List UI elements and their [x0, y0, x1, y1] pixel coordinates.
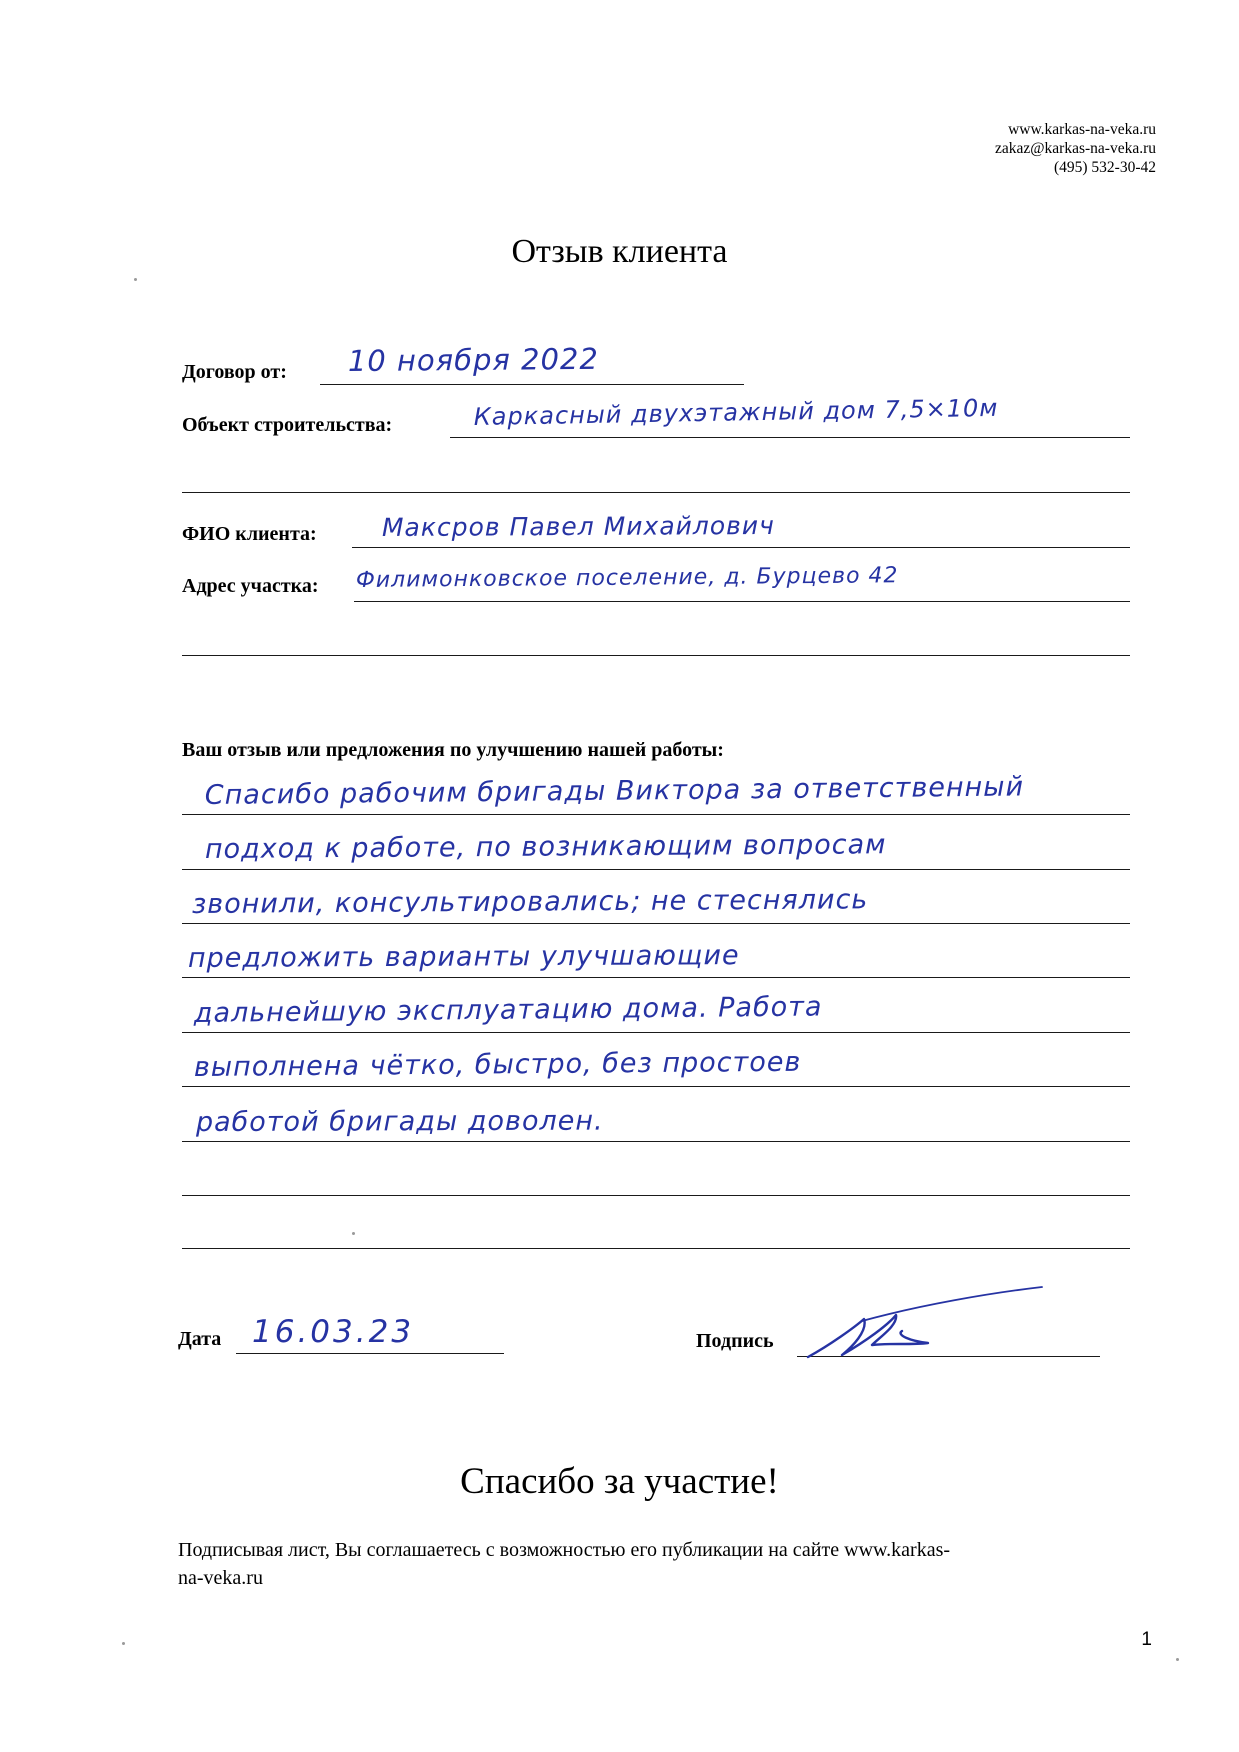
address-value: Филимонковское поселение, д. Бурцево 42	[355, 563, 899, 593]
client-line	[352, 547, 1130, 548]
object-label: Объект строительства:	[182, 414, 393, 436]
feedback-text-line: Спасибо рабочим бригады Виктора за ответственный	[204, 771, 1025, 811]
feedback-text-line: подход к работе, по возникающим вопросам	[204, 829, 887, 865]
thanks-heading: Спасибо за участие!	[460, 1461, 779, 1502]
object-line-2	[182, 492, 1130, 493]
email-link[interactable]: zakaz@karkas-na-veka.ru	[995, 140, 1156, 157]
page-title: Отзыв клиента	[511, 233, 728, 270]
feedback-line-5	[182, 1032, 1130, 1033]
footer-note-line-2: na-veka.ru	[178, 1567, 263, 1589]
address-line-2	[182, 655, 1130, 656]
scan-speck	[134, 278, 137, 281]
footer-note-line-1: Подписывая лист, Вы соглашаетесь с возможностью его публикации на сайте www.karkas-	[178, 1539, 951, 1561]
footer-note	[178, 1536, 1158, 1592]
feedback-line-3	[182, 923, 1130, 924]
feedback-text-line: дальнейшую эксплуатацию дома. Работа	[193, 991, 823, 1029]
website-link[interactable]: www.karkas-na-veka.ru	[1008, 121, 1156, 138]
feedback-line-4	[182, 977, 1130, 978]
contract-line	[320, 384, 744, 385]
feedback-label: Ваш отзыв или предложения по улучшению нашей работы:	[182, 739, 724, 761]
feedback-line-2	[182, 869, 1130, 870]
feedback-text-line: работой бригады доволен.	[195, 1105, 604, 1138]
client-label: ФИО клиента:	[182, 523, 317, 545]
feedback-line-1	[182, 814, 1130, 815]
object-value: Каркасный двухэтажный дом 7,5×10м	[473, 393, 999, 431]
contract-label: Договор от:	[182, 361, 287, 383]
signature-mark	[800, 1285, 1050, 1367]
date-line	[236, 1353, 504, 1354]
feedback-text-line: звонили, консультировались; не стеснялись	[191, 884, 869, 920]
client-value: Максров Павел Михайлович	[381, 510, 775, 542]
contract-value: 10 ноября 2022	[347, 341, 600, 378]
scan-speck	[352, 1232, 355, 1235]
scan-speck	[122, 1642, 125, 1645]
feedback-line-9	[182, 1248, 1130, 1249]
feedback-line-7	[182, 1141, 1130, 1142]
scan-speck	[1176, 1658, 1179, 1661]
page-number: 1	[1141, 1629, 1152, 1650]
signature-label: Подпись	[696, 1330, 774, 1352]
object-line	[450, 437, 1130, 438]
feedback-text-line: выполнена чётко, быстро, без простоев	[193, 1046, 802, 1083]
feedback-line-8	[182, 1195, 1130, 1196]
feedback-line-6	[182, 1086, 1130, 1087]
contact-block	[995, 120, 1156, 177]
date-label: Дата	[178, 1328, 222, 1350]
date-value: 16.03.23	[252, 1314, 415, 1350]
phone-number: (495) 532-30-42	[1053, 159, 1156, 176]
feedback-text-line: предложить варианты улучшающие	[187, 940, 740, 974]
address-line	[354, 601, 1130, 602]
address-label: Адрес участка:	[182, 575, 319, 597]
